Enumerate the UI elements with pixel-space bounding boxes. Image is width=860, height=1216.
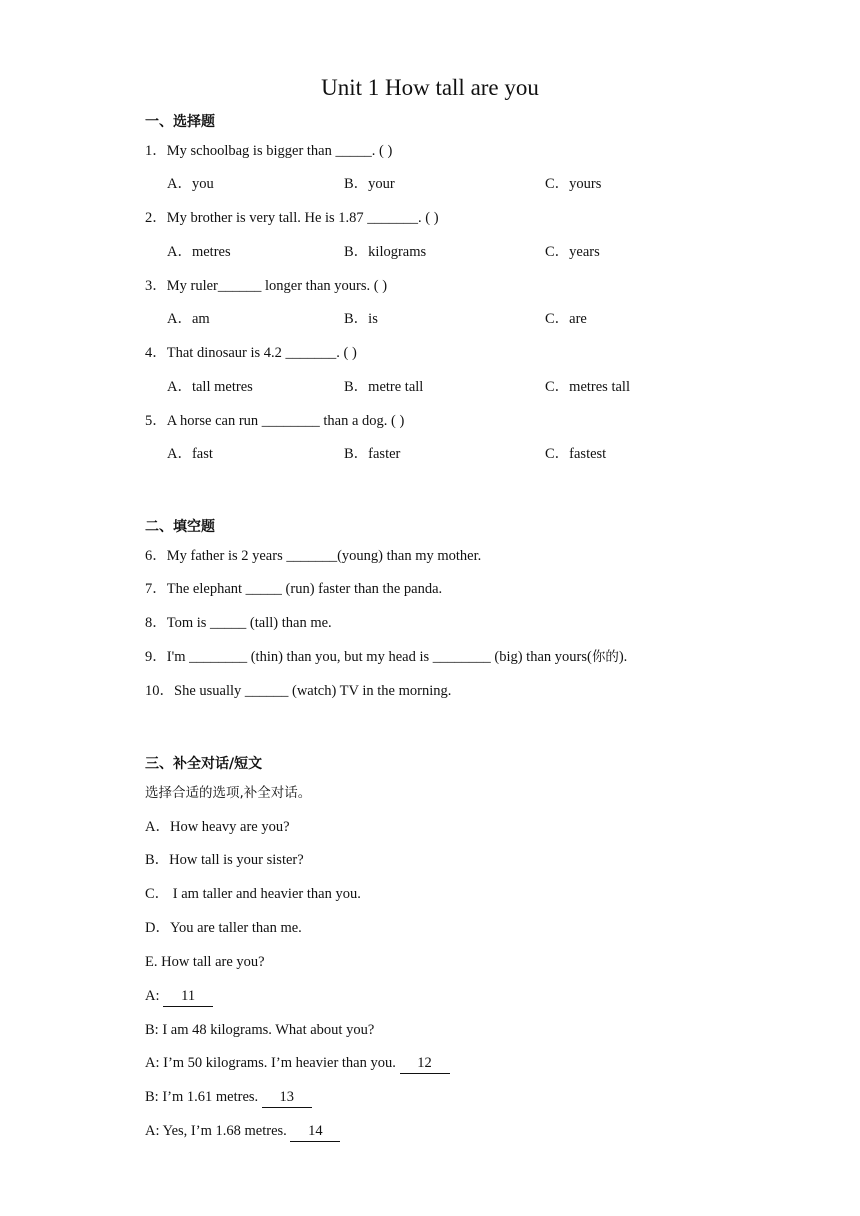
section-heading-dialogue: 三、补全对话/短文 [145,756,263,772]
q4-option-c: C．metres tall [545,379,630,395]
section-heading-fill: 二、填空题 [145,519,215,535]
dialogue-option-c: C． I am taller and heavier than you. [145,886,361,902]
dialogue-option-a: A．How heavy are you? [145,819,290,835]
q5-option-b: B．faster [344,446,401,462]
dialogue-line-3: A: I’m 50 kilograms. I’m heavier than you. 12 [145,1053,450,1074]
question-7: 7．The elephant _____ (run) faster than the panda. [145,581,443,597]
dialogue-instruction: 选择合适的选项,补全对话。 [145,785,312,801]
question-8: 8．Tom is _____ (tall) than me. [145,615,332,631]
dialogue-line-4: B: I’m 1.61 metres. 13 [145,1087,312,1108]
q5-option-a: A．fast [167,446,213,462]
q2-option-c: C．years [545,244,600,260]
dialogue-option-e: E. How tall are you? [145,954,265,970]
page-title: Unit 1 How tall are you [321,75,539,100]
question-1: 1．My schoolbag is bigger than _____. ( ) [145,143,393,159]
q2-option-b: B．kilograms [344,244,427,260]
q3-option-b: B．is [344,311,378,327]
dialogue-line-5: A: Yes, I’m 1.68 metres. 14 [145,1121,340,1142]
dialogue-option-d: D．You are taller than me. [145,920,302,936]
answer-blank-14[interactable]: 14 [290,1121,340,1142]
dialogue-line-1: A: 11 [145,986,213,1007]
q3-option-a: A．am [167,311,210,327]
q4-option-b: B．metre tall [344,379,424,395]
question-4: 4．That dinosaur is 4.2 _______. ( ) [145,345,357,361]
q4-option-a: A．tall metres [167,379,253,395]
q1-option-c: C．yours [545,176,602,192]
answer-blank-12[interactable]: 12 [400,1053,450,1074]
question-9: 9．I'm ________ (thin) than you, but my head is ________ (big) than yours(你的). [145,649,628,665]
dialogue-line-2: B: I am 48 kilograms. What about you? [145,1022,375,1038]
q2-option-a: A．metres [167,244,231,260]
q1-option-b: B．your [344,176,395,192]
question-6: 6．My father is 2 years _______(young) than my mother. [145,548,482,564]
dialogue-option-b: B．How tall is your sister? [145,852,304,868]
q1-option-a: A．you [167,176,214,192]
answer-blank-13[interactable]: 13 [262,1087,312,1108]
question-5: 5．A horse can run ________ than a dog. ( ) [145,413,405,429]
question-10: 10．She usually ______ (watch) TV in the morning. [145,683,452,699]
section-heading-choice: 一、选择题 [145,114,215,130]
answer-blank-11[interactable]: 11 [163,986,213,1007]
question-3: 3．My ruler______ longer than yours. ( ) [145,278,388,294]
question-2: 2．My brother is very tall. He is 1.87 _______. ( ) [145,210,439,226]
q5-option-c: C．fastest [545,446,607,462]
q3-option-c: C．are [545,311,587,327]
